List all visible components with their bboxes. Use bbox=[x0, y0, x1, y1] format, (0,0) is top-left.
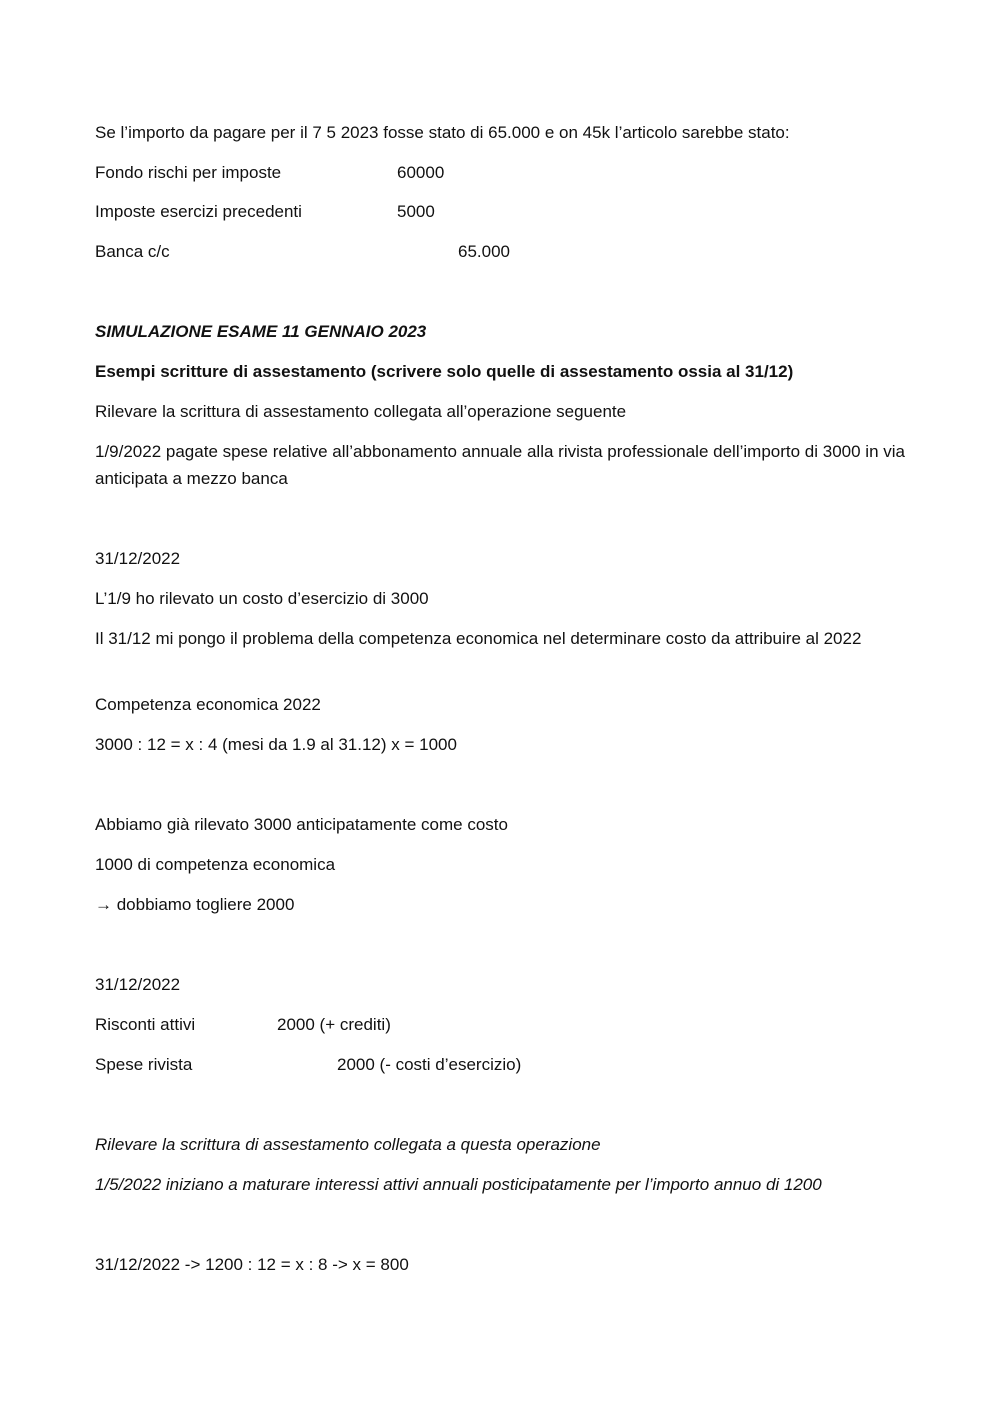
ex2-operation: 1/5/2022 iniziano a maturare interessi attivi annuali posticipatamente per l’importo annuo di 1200 bbox=[95, 1175, 822, 1194]
section-title: SIMULAZIONE ESAME 11 GENNAIO 2023 bbox=[95, 322, 427, 341]
ex1-calc: 3000 : 12 = x : 4 (mesi da 1.9 al 31.12) x = 1000 bbox=[95, 735, 457, 754]
ex1-note: Competenza economica 2022 bbox=[95, 695, 321, 714]
ex1-entry-label: Risconti attivi bbox=[95, 1015, 196, 1034]
intro-text: Se l’importo da pagare per il 7 5 2023 fosse stato di 65.000 e on 45k l’articolo sarebbe stato: bbox=[95, 123, 790, 142]
entry1-row-label: Banca c/c bbox=[95, 242, 170, 261]
entry1-row-label: Imposte esercizi precedenti bbox=[95, 202, 302, 221]
ex1-note: Abbiamo già rilevato 3000 anticipatamente come costo bbox=[95, 815, 508, 834]
ex1-entry-amount: 2000 (+ crediti) bbox=[277, 1015, 391, 1034]
ex1-prompt: Rilevare la scrittura di assestamento collegata all’operazione seguente bbox=[95, 402, 627, 421]
section-subtitle: Esempi scritture di assestamento (scrivere solo quelle di assestamento ossia al 31/12) bbox=[95, 362, 794, 381]
ex1-entry-label: Spese rivista bbox=[95, 1055, 193, 1074]
ex1-date: 31/12/2022 bbox=[95, 549, 181, 568]
entry1-row-amount: 60000 bbox=[397, 163, 445, 182]
entry1-row-amount: 5000 bbox=[397, 202, 435, 221]
ex2-prompt: Rilevare la scrittura di assestamento collegata a questa operazione bbox=[95, 1135, 601, 1154]
ex1-note: Il 31/12 mi pongo il problema della competenza economica nel determinare costo da attribuire al 2022 bbox=[95, 629, 862, 648]
ex1-note: → dobbiamo togliere 2000 bbox=[95, 895, 295, 914]
ex1-date: 31/12/2022 bbox=[95, 975, 181, 994]
ex1-entry-amount: 2000 (- costi d’esercizio) bbox=[337, 1055, 522, 1074]
ex1-note: 1000 di competenza economica bbox=[95, 855, 336, 874]
entry1-row-label: Fondo rischi per imposte bbox=[95, 163, 282, 182]
ex1-operation: 1/9/2022 pagate spese relative all’abbonamento annuale alla rivista professionale dell’importo di 3000 in via anticipata a mezzo banca bbox=[95, 442, 905, 488]
entry1-row-amount: 65.000 bbox=[458, 242, 510, 261]
ex2-calc: 31/12/2022 -> 1200 : 12 = x : 8 -> x = 800 bbox=[95, 1255, 409, 1274]
ex1-note: L’1/9 ho rilevato un costo d’esercizio di 3000 bbox=[95, 589, 429, 608]
